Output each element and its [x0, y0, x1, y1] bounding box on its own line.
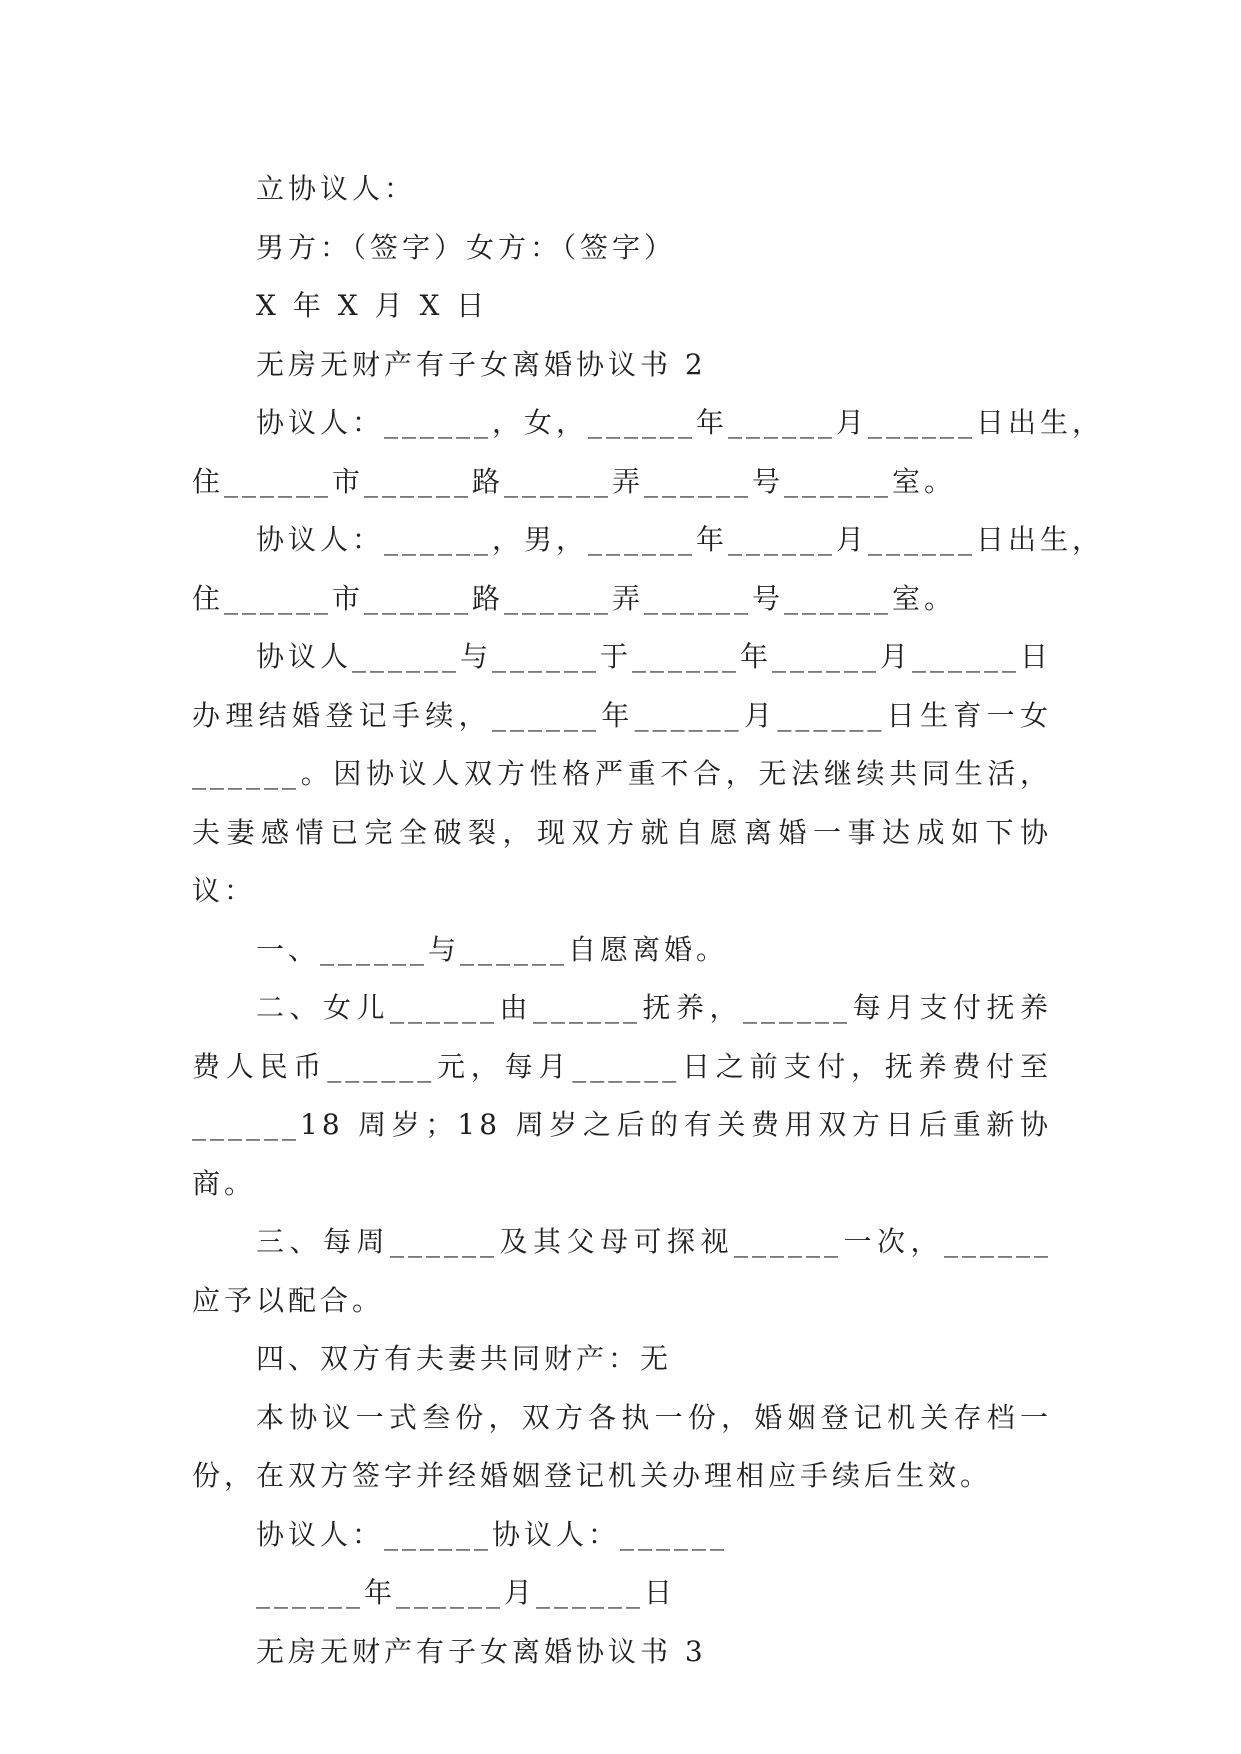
- party-female-address: 住______市______路______弄______号______室。: [192, 464, 957, 498]
- clause-2: 二、女儿______由______抚养，______每月支付抚养费人民币______元，每月______日之前支付，抚养费付至______18 周岁；18 周岁之后的有关费用双方日后重新协商。: [192, 991, 1052, 1200]
- section-title: 无房无财产有子女离婚协议书 2: [256, 347, 707, 381]
- clause-3: 三、每周______及其父母可探视______一次，______应予以配合。: [192, 1225, 1052, 1317]
- signature-line: 男方：（签字）女方：（签字）: [256, 230, 677, 264]
- document-body: [192, 160, 1105, 1681]
- clause-4: 四、双方有夫妻共同财产：无: [256, 1342, 673, 1375]
- party-female-info: 协议人：______，女，______年______月______日出生，: [256, 406, 1105, 439]
- party-male-address: 住______市______路______弄______号______室。: [192, 581, 957, 615]
- party-male-info: 协议人：______，男，______年______月______日出生，: [256, 523, 1105, 556]
- agreement-parties-heading: 立协议人：: [256, 172, 417, 205]
- next-section-title: 无房无财产有子女离婚协议书 3: [256, 1634, 707, 1668]
- signing-date-line: ______年______月______日: [256, 1576, 677, 1609]
- clause-1: 一、______与______自愿离婚。: [256, 932, 729, 966]
- date-line: X 年 X 月 X 日: [256, 289, 489, 322]
- marriage-background-paragraph: 协议人______与______于______年______月______日办理结婚登记手续，______年______月______日生育一女______。因协议人双方性格严重不合，无法继续共同生活，夫妻感情已完全破裂，现双方就自愿离婚一事达成如下协议：: [192, 640, 1053, 907]
- copies-clause: 本协议一式叁份，双方各执一份，婚姻登记机关存档一份，在双方签字并经婚姻登记机关办理相应手续后生效。: [192, 1400, 1052, 1492]
- signatures-line: 协议人：______协议人：______: [256, 1517, 729, 1551]
